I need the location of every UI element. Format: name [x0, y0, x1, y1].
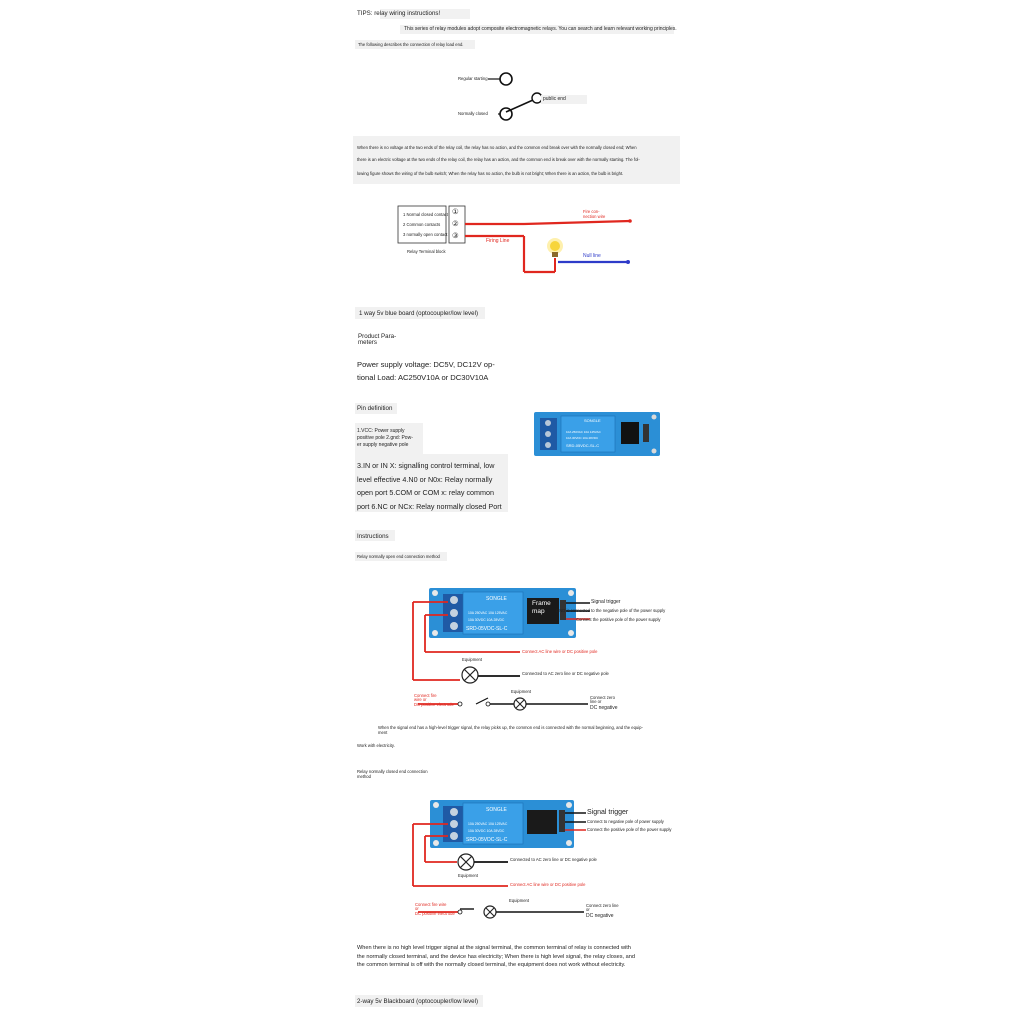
- svg-text:SONGLE: SONGLE: [486, 596, 507, 602]
- ac-line-label-1: Connect AC line wire or DC positive pole: [522, 649, 598, 654]
- pin-text-2: 3.IN or IN X: signalling control terminal, low level effective 4.N0 or N0x: Relay normally open port 5.COM or COM x: relay common port 6.NC or NCx: Relay normally closed Port: [357, 461, 502, 511]
- public-end-label: public end: [543, 96, 566, 102]
- pin-text-1: 1.VCC: Power supply positive pole 2.gnd: Pow- er supply negative pole: [357, 428, 413, 448]
- connect-zero-label-1: Connect zero line or: [590, 695, 615, 705]
- nc-method-label: Relay normally closed end connection method: [357, 769, 428, 779]
- signal-trigger-label-2: Signal trigger: [587, 809, 629, 816]
- neg-pole-label-2: Connect to negative pole of power supply: [587, 819, 664, 824]
- dc-negative-label-1: DC negative: [590, 705, 618, 711]
- terminal-number-2: ②: [452, 219, 459, 228]
- note-2: When there is no high level trigger signal at the signal terminal, the common terminal of relay is connected with the normally closed terminal, and the device has electricity; When there is high level signal, the relay closes, and the common terminal is off with the normally closed terminal, the equipment does not work without electricity.: [357, 945, 635, 969]
- neg-pole-label-1: GND is connected to the negative pole of the power supply: [556, 608, 666, 613]
- intro-line: This series of relay modules adopt composite electromagnetic relays. You can search and learn relevant working principles.: [404, 26, 677, 32]
- ac-zero-label-2: Connected to AC zero line or DC negative pole: [510, 857, 597, 862]
- pin-definition-title: Pin definition: [357, 405, 393, 412]
- svg-text:10A 250VAC 10A 125VAC: 10A 250VAC 10A 125VAC: [566, 430, 601, 434]
- section1-title: 1 way 5v blue board (optocoupler/low level): [359, 310, 479, 317]
- params-text: Power supply voltage: DC5V, DC12V op- tional Load: AC250V10A or DC30V10A: [357, 360, 495, 382]
- note-1: When the signal end has a high-level trigger signal, the relay picks up, the common end is connected with the normal beginning, and the equip- ment: [378, 725, 643, 735]
- section2-title: 2-way 5v Blackboard (optocoupler/low level): [357, 998, 479, 1005]
- svg-text:10A 30VDC 10A 28VDC: 10A 30VDC 10A 28VDC: [468, 829, 505, 833]
- terminal-number-3: ③: [452, 231, 459, 240]
- params-title: Product Para- meters: [358, 333, 397, 346]
- note-1b: Work with electricity.: [357, 743, 395, 748]
- ac-zero-label-1: Connected to AC zero line or DC negative pole: [522, 671, 609, 676]
- svg-text:SONGLE: SONGLE: [584, 418, 601, 423]
- pos-pole-label-1: Connect the positive pole of the power supply: [576, 617, 661, 622]
- terminal-block-label: Relay Terminal block: [407, 249, 446, 254]
- no-method-label: Relay normally open end connection method: [357, 554, 440, 559]
- svg-text:SRD-05VDC-SL-C: SRD-05VDC-SL-C: [466, 837, 508, 843]
- svg-text:10A 250VAC 10A 125VAC: 10A 250VAC 10A 125VAC: [468, 611, 508, 615]
- null-line-label: Null line: [583, 253, 601, 259]
- terminal-number-1: ①: [452, 207, 459, 216]
- ac-line-label-2: Connect AC line wire or DC positive pole: [510, 882, 586, 887]
- explain-line-3: lowing figure shows the wiring of the bulb switch; When the relay has no action, the bulb is not bright; When there is an action, the bulb is bright.: [357, 171, 624, 176]
- signal-trigger-label-1: Signal trigger: [591, 599, 621, 605]
- terminal-item-1: 1 Normal closed contact: [403, 212, 448, 217]
- terminal-item-3: 3 normally open contact: [403, 232, 448, 237]
- svg-text:10A 250VAC 10A 125VAC: 10A 250VAC 10A 125VAC: [468, 822, 508, 826]
- normally-closed-label: Normally closed: [458, 111, 488, 116]
- tips-title: TIPS: relay wiring instructions!: [357, 10, 441, 17]
- equipment-label-2b: Equipment: [509, 898, 530, 903]
- equipment-label-1: Equipment: [462, 657, 483, 662]
- terminal-item-2: 2 Common contacts: [403, 222, 441, 227]
- explain-line-1: When there is no voltage at the two ends of the relay coil, the relay has no action, and the common end break over with the normally closed end; When: [357, 145, 637, 150]
- equipment-label-2: Equipment: [458, 873, 479, 878]
- frame-map-label: Frame map: [532, 600, 551, 615]
- svg-text:SRD-05VDC-SL-C: SRD-05VDC-SL-C: [566, 443, 600, 448]
- connect-zero-label-2: Connect zero line or: [586, 903, 619, 913]
- svg-text:10A 30VDC 10A 28VDC: 10A 30VDC 10A 28VDC: [566, 436, 599, 440]
- explain-line-2: there is an electric voltage at the two ends of the relay coil, the relay has an action, and the common end is break over with the normally starting. The fol-: [357, 157, 640, 162]
- fire-wire-label: Fire con- nection wire: [583, 209, 606, 219]
- svg-text:SONGLE: SONGLE: [486, 807, 507, 813]
- svg-text:10A 30VDC 10A 28VDC: 10A 30VDC 10A 28VDC: [468, 618, 505, 622]
- dc-negative-label-2: DC negative: [586, 913, 614, 919]
- firing-line-label: Firing Line: [486, 238, 510, 244]
- instructions-title: Instructions: [357, 533, 389, 540]
- svg-text:SRD-05VDC-SL-C: SRD-05VDC-SL-C: [466, 626, 508, 632]
- equipment-label-1b: Equipment: [511, 689, 532, 694]
- connect-fire-label-1: Connect fire wire or DC positive electrode: [414, 693, 454, 707]
- connect-fire-label-2: Connect fire wire or DC positive electrode: [415, 902, 455, 916]
- pos-pole-label-2: Connect the positive pole of the power supply: [587, 827, 672, 832]
- regular-starting-label: Regular starting: [458, 76, 488, 81]
- describe-line: The following describes the connection of relay load end.: [358, 42, 464, 47]
